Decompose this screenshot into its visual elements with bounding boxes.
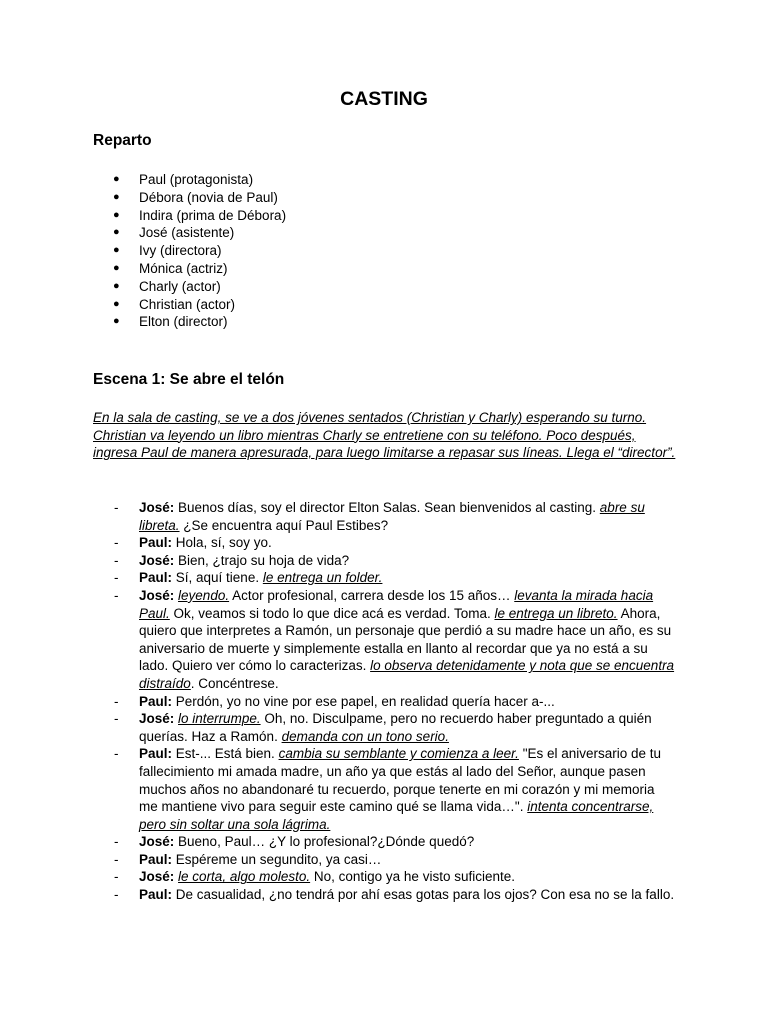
stage-direction: lo observa detenidamente y nota que se encuentra distraído [139,658,675,691]
cast-item-label: Mónica (actriz) [139,260,228,276]
dash-marker: - [114,869,119,885]
bullet-icon: ● [113,297,120,310]
dialogue-line [0,710,675,745]
stage-direction: levanta la mirada hacia Paul. [139,587,654,621]
document-title: CASTING [340,88,428,110]
dialogue-text: ¿Se encuentra aquí Paul Estibes? [179,517,389,533]
speaker-name: Paul: [139,693,173,709]
dialogue-line [0,833,675,851]
stage-direction: le entrega un folder. [262,570,383,586]
bullet-icon: ● [113,244,120,257]
speaker-name: Paul: [139,570,173,586]
cast-item [0,313,286,331]
cast-item [0,171,286,189]
dash-marker: - [114,500,119,515]
dialogue-text: No, contigo ya he visto suficiente. [310,869,515,885]
cast-item-label: Indira (prima de Débora) [139,207,287,223]
dialogue-line [0,569,675,587]
dialogue-text: Oh, no. Disculpame, pero no recuerdo haber preguntado a quién querías. Haz a Ramón. [139,711,652,744]
bullet-icon: ● [113,208,120,221]
dialogue-text: "Es el aniversario de tu fallecimiento mi amada madre, un año ya que estás al lado del Señor, aunque pasen muchos años no abandonaré tu recuerdo, porque tenerte en mi corazón y mi memoria me mantiene vivo para seguir este camino qué se llama vida…". [139,746,662,815]
speaker-name: Paul: [139,887,173,903]
dialogue-line [0,587,675,693]
speaker-name: Paul: [139,851,173,867]
dialogue-line [0,693,675,711]
dialogue-text: Espéreme un segundito, ya casi… [172,851,382,867]
cast-item-label: Débora (novia de Paul) [139,189,278,205]
speaker-name: Paul: [139,535,173,551]
dialogue-text: Bien, ¿trajo su hoja de vida? [174,552,350,568]
speaker-name: José: [139,834,175,850]
cast-item [0,296,286,314]
speaker-name: José: [139,500,175,515]
cast-list [0,171,286,331]
stage-direction: le corta, algo molesto. [178,869,311,885]
dash-marker: - [114,693,119,709]
dialogue-text: Est-... Está bien. [172,746,279,762]
dash-marker: - [114,834,119,850]
stage-direction: le entrega un libreto. [494,605,618,621]
dash-marker: - [114,711,119,727]
cast-item [0,224,286,242]
stage-direction: demanda con un tono serio. [281,728,449,744]
dialogue-line [0,886,675,904]
stage-direction: lo interrumpe. [178,711,261,727]
stage-direction: intenta concentrarse, pero sin soltar una sola lágrima. [139,799,654,832]
dash-marker: - [114,535,119,551]
bullet-icon: ● [113,315,120,328]
cast-item [0,207,286,225]
bullet-icon: ● [113,279,120,292]
dash-marker: - [114,887,119,903]
dialogue-text: Buenos días, soy el director Elton Salas. Sean bienvenidos al casting. [174,500,600,515]
dialogue-line [0,745,675,833]
dialogue-line [0,552,675,570]
dash-marker: - [114,746,119,762]
dialogue-text: Sí, aquí tiene. [172,570,263,586]
stage-direction: leyendo. [178,587,230,603]
cast-item-label: Paul (protagonista) [139,172,254,187]
dialogue-text: . Concéntrese. [190,675,279,691]
stage-direction: cambia su semblante y comienza a leer. [278,746,519,762]
dialogue-text: Actor profesional, carrera desde los 15 años… [229,587,515,603]
dialogue-text: Ok, veamos si todo lo que dice acá es verdad. Toma. [169,605,495,621]
speaker-name: José: [139,869,175,885]
dialogue-text: Bueno, Paul… ¿Y lo profesional?¿Dónde quedó? [174,834,475,850]
cast-item-label: Ivy (directora) [139,243,222,259]
dialogue-line [0,851,675,869]
cast-item-label: Elton (director) [139,314,228,330]
cast-heading: Reparto [93,132,152,149]
dialogue [0,499,675,904]
dialogue-line [0,868,675,886]
scene-heading: Escena 1: Se abre el telón [93,371,285,388]
dash-marker: - [114,570,119,586]
dialogue-line [0,499,675,534]
scene-intro: En la sala de casting, se ve a dos jóvenes sentados (Christian y Charly) esperando su turno. Christian va leyendo un libro mientras Charly se entretiene con su teléfono. Poco después, ingresa Paul de manera apresurada, para luego limitarse a repasar sus líneas. Llega el “director”. [93,410,676,461]
bullet-icon: ● [113,226,120,239]
cast-item [0,260,286,278]
cast-item-label: José (asistente) [139,225,235,241]
dialogue-line [0,534,675,552]
bullet-icon: ● [113,190,120,203]
speaker-name: Paul: [139,746,173,762]
dialogue-text: Hola, sí, soy yo. [172,535,272,551]
cast-item-label: Christian (actor) [139,296,236,312]
cast-item [0,278,286,296]
speaker-name: José: [139,587,175,603]
cast-item [0,242,286,260]
bullet-icon: ● [113,261,120,274]
cast-item-label: Charly (actor) [139,278,221,294]
cast-item [0,189,286,207]
stage-direction: abre su libreta. [139,500,645,533]
speaker-name: José: [139,711,175,727]
dash-marker: - [114,587,119,603]
dialogue-text: Ahora, quiero que interpretes a Ramón, un personaje que perdió a su madre hace un año, es su aniversario de muerte y simplemente estalla en llanto al recordar que ya no está a su lado. Quiero ver cómo lo caracterizas. [139,605,672,674]
speaker-name: José: [139,552,175,568]
dialogue-text: De casualidad, ¿no tendrá por ahí esas gotas para los ojos? Con esa no se la fallo. [172,887,675,903]
dash-marker: - [114,552,119,568]
bullet-icon: ● [113,173,120,185]
dash-marker: - [114,851,119,867]
dialogue-text: Perdón, yo no vine por ese papel, en realidad quería hacer a-... [172,693,555,709]
